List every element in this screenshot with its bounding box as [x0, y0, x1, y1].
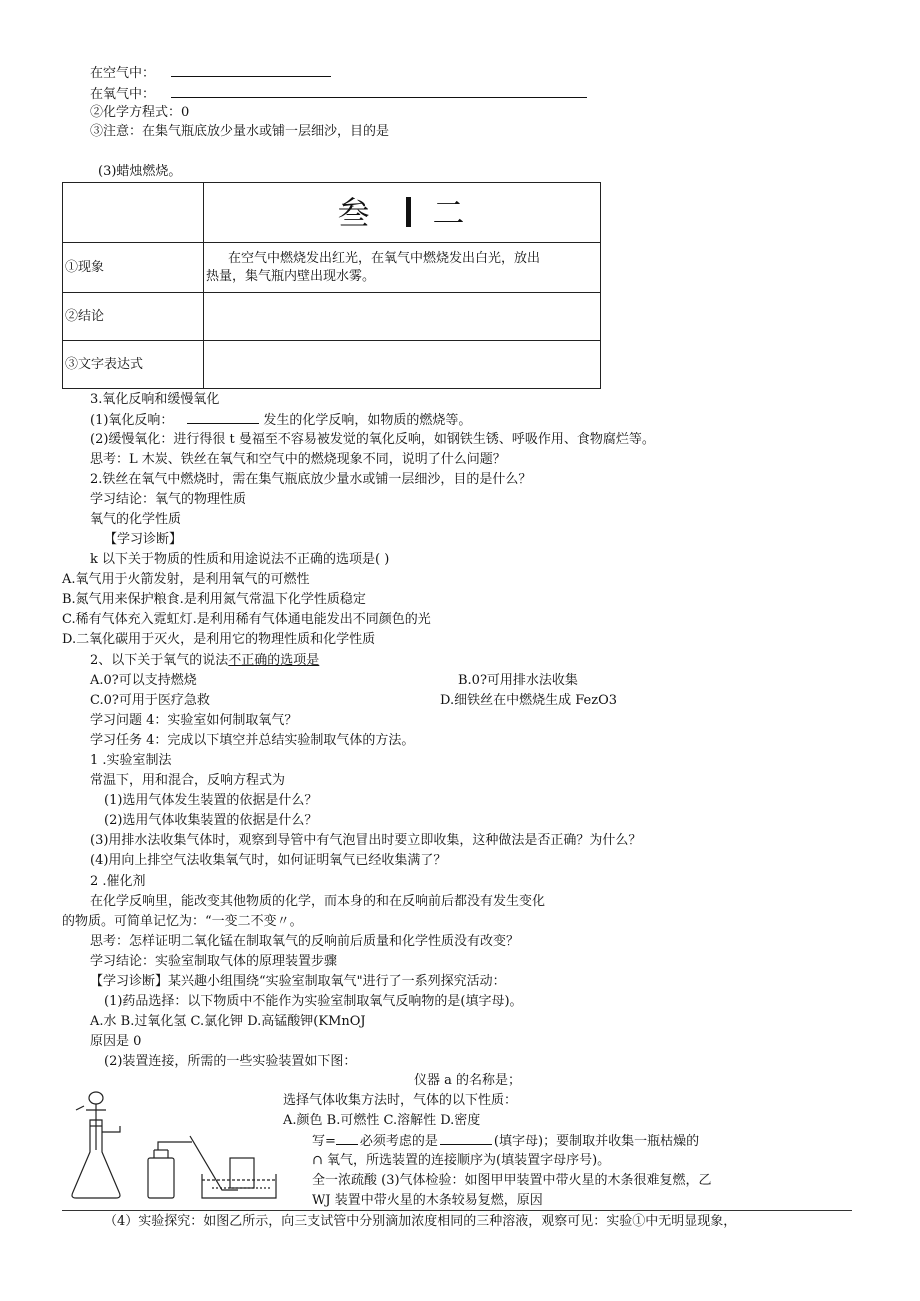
table-row — [63, 293, 601, 341]
text-line: 学习任务 4：完成以下填空并总结实验制取气体的方法。 — [90, 733, 415, 748]
text-segment: (填字母)；要制取并收集一瓶枯燥的 — [493, 1134, 700, 1149]
row-label: ③文字表达式 — [63, 341, 204, 389]
option-c: C.稀有气体充入霓虹灯.是利用稀有气体通电能发出不同颜色的光 — [62, 612, 431, 627]
row-label: ②结论 — [63, 293, 204, 341]
water-trough — [190, 1136, 276, 1198]
text-line: （4）实验探究：如图乙所示，向三支试管中分别滴加浓度相同的三种溶液，观察可见：实验①中无明显现象， — [104, 1214, 737, 1229]
candle-table — [62, 182, 601, 389]
apparatus-diagram — [62, 1080, 280, 1200]
text-line: 思考：怎样证明二氧化锰在制取氧气的反响前后质量和化学性质没有改变？ — [90, 934, 520, 949]
text-line: (4)用向上排空气法收集氧气时，如何证明氧气已经收集满了？ — [90, 853, 447, 868]
candle-title: (3)蜡烛燃烧。 — [98, 164, 182, 179]
text-line: (2)缓慢氧化：进行得很 t 曼福至不容易被发觉的氧化反响，如钢铁生锈、呼吸作用、食物腐烂等。 — [90, 432, 655, 447]
text-line: ∩ 氧气，所选装置的连接顺序为(填装置字母序号)。 — [312, 1153, 611, 1168]
answer-blank[interactable] — [336, 1132, 358, 1145]
collection-bottle — [148, 1142, 192, 1198]
option-a: A.0?可以支持燃烧 — [90, 673, 197, 688]
text-line: (3)用排水法收集气体时，观察到导管中有气泡冒出时要立即收集，这种做法是否正确？为什么？ — [90, 833, 642, 848]
flask-with-funnel — [72, 1092, 120, 1198]
question-line — [90, 652, 319, 669]
text-line: 3.氧化反响和缓慢氧化 — [90, 392, 220, 407]
header-bar — [406, 197, 411, 227]
row-content — [204, 243, 601, 293]
text-segment: 发生的化学反响，如物质的燃烧等。 — [263, 413, 472, 428]
row-label: ①现象 — [63, 243, 204, 293]
text-line: (2)装置连接，所需的一些实验装置如下图： — [104, 1054, 357, 1069]
section-heading: 【学习诊断】 — [104, 532, 183, 547]
text-line: 在化学反响里，能改变其他物质的化学，而本身的和在反响前后都没有发生变化 — [90, 894, 546, 909]
option-line: A.水 B.过氧化氢 C.氯化钾 D.高锰酸钾(KMnOJ — [90, 1014, 366, 1029]
text-line — [90, 411, 471, 429]
text-line: (1)选用气体发生装置的依据是什么？ — [104, 793, 318, 808]
table-header-cell — [204, 183, 601, 243]
option-b: B.氮气用来保护粮食.是利用氮气常温下化学性质稳定 — [62, 592, 366, 607]
table-header-blank — [63, 183, 204, 243]
option-c: C.0?可用于医疗急救 — [90, 693, 210, 708]
text-line: 2 .催化剂 — [90, 874, 146, 889]
in-oxygen-line — [90, 85, 587, 103]
underlined-text: 不正确的选项是 — [228, 653, 320, 668]
text-segment: 写= — [312, 1134, 336, 1149]
note-line: ③注意：在集气瓶底放少量水或铺一层细沙，目的是 — [90, 124, 390, 139]
text-line: 仪器 a 的名称是； — [414, 1073, 522, 1088]
text-segment: 2、以下关于氧气的说法 — [90, 653, 229, 668]
option-a: A.氧气用于火箭发射，是利用氧气的可燃性 — [62, 572, 310, 587]
text-line: 的物质。可简单记忆为：“一变二不变〃。 — [62, 914, 303, 929]
in-oxygen-label: 在氧气中： — [90, 87, 156, 102]
text-line: (2)选用气体收集装置的依据是什么？ — [104, 813, 318, 828]
answer-blank[interactable] — [187, 411, 259, 424]
row-content-line: 热量，集气瓶内壁出现水雾。 — [206, 268, 376, 284]
text-line: 思考：L 木炭、铁丝在氧气和空气中的燃烧现象不同，说明了什么问题？ — [90, 452, 506, 467]
text-line: 学习结论：氧气的物理性质 — [90, 492, 247, 507]
divider — [62, 1210, 852, 1211]
row-content[interactable] — [204, 341, 601, 389]
in-air-line — [90, 64, 331, 82]
equation-line: ②化学方程式：0 — [90, 105, 190, 120]
text-line: 氧气的化学性质 — [90, 512, 182, 527]
question-line: k 以下关于物质的性质和用途说法不正确的选项是( ) — [90, 552, 390, 567]
text-line: 1 .实验室制法 — [90, 753, 172, 768]
text-line: WJ 装置中带火星的木条较易复燃，原因 — [312, 1193, 543, 1208]
option-d: D.二氧化碳用于灭火，是利用它的物理性质和化学性质 — [62, 632, 376, 647]
section-heading: 【学习诊断】某兴趣小组围绕“实验室制取氧气"进行了一系列探究活动： — [90, 974, 506, 989]
answer-blank[interactable] — [171, 64, 331, 77]
option-line: A.颜色 B.可燃性 C.溶解性 D.密度 — [283, 1113, 481, 1128]
header-char-2: 二 — [432, 193, 467, 232]
option-b: B.0?可用排水法收集 — [458, 673, 578, 688]
text-segment: (1)氧化反响： — [90, 413, 174, 428]
table-row — [63, 243, 601, 293]
question-line: (1)药品选择：以下物质中不能作为实验室制取氧气反响物的是(填字母)。 — [104, 994, 523, 1009]
row-content[interactable] — [204, 293, 601, 341]
text-line: 2.铁丝在氧气中燃烧时，需在集气瓶底放少量水或铺一层细沙，目的是什么？ — [90, 472, 532, 487]
text-line: 学习结论：实验室制取气体的原理装置步骤 — [90, 954, 338, 969]
row-content-line: 在空气中燃烧发出红光，在氧气中燃烧发出白光，放出 — [228, 250, 541, 266]
header-char-1: 叁 — [337, 193, 372, 232]
text-line — [312, 1132, 699, 1150]
text-line: 常温下，用和混合，反响方程式为 — [90, 773, 286, 788]
answer-blank[interactable] — [440, 1132, 492, 1145]
text-line: 学习问题 4：实验室如何制取氧气？ — [90, 713, 298, 728]
text-line: 原因是 0 — [90, 1034, 142, 1049]
table-row — [63, 341, 601, 389]
text-segment: 必须考虑的是 — [359, 1134, 438, 1149]
text-line: 选择气体收集方法时，气体的以下性质： — [283, 1093, 518, 1108]
table-header-row — [63, 183, 601, 243]
in-air-label: 在空气中： — [90, 66, 156, 81]
text-line: 全一浓疏酸 (3)气体检验：如图甲甲装置中带火星的木条很难复燃，乙 — [312, 1173, 712, 1188]
option-d: D.细铁丝在中燃烧生成 FezO3 — [440, 693, 618, 708]
answer-blank[interactable] — [171, 85, 587, 98]
